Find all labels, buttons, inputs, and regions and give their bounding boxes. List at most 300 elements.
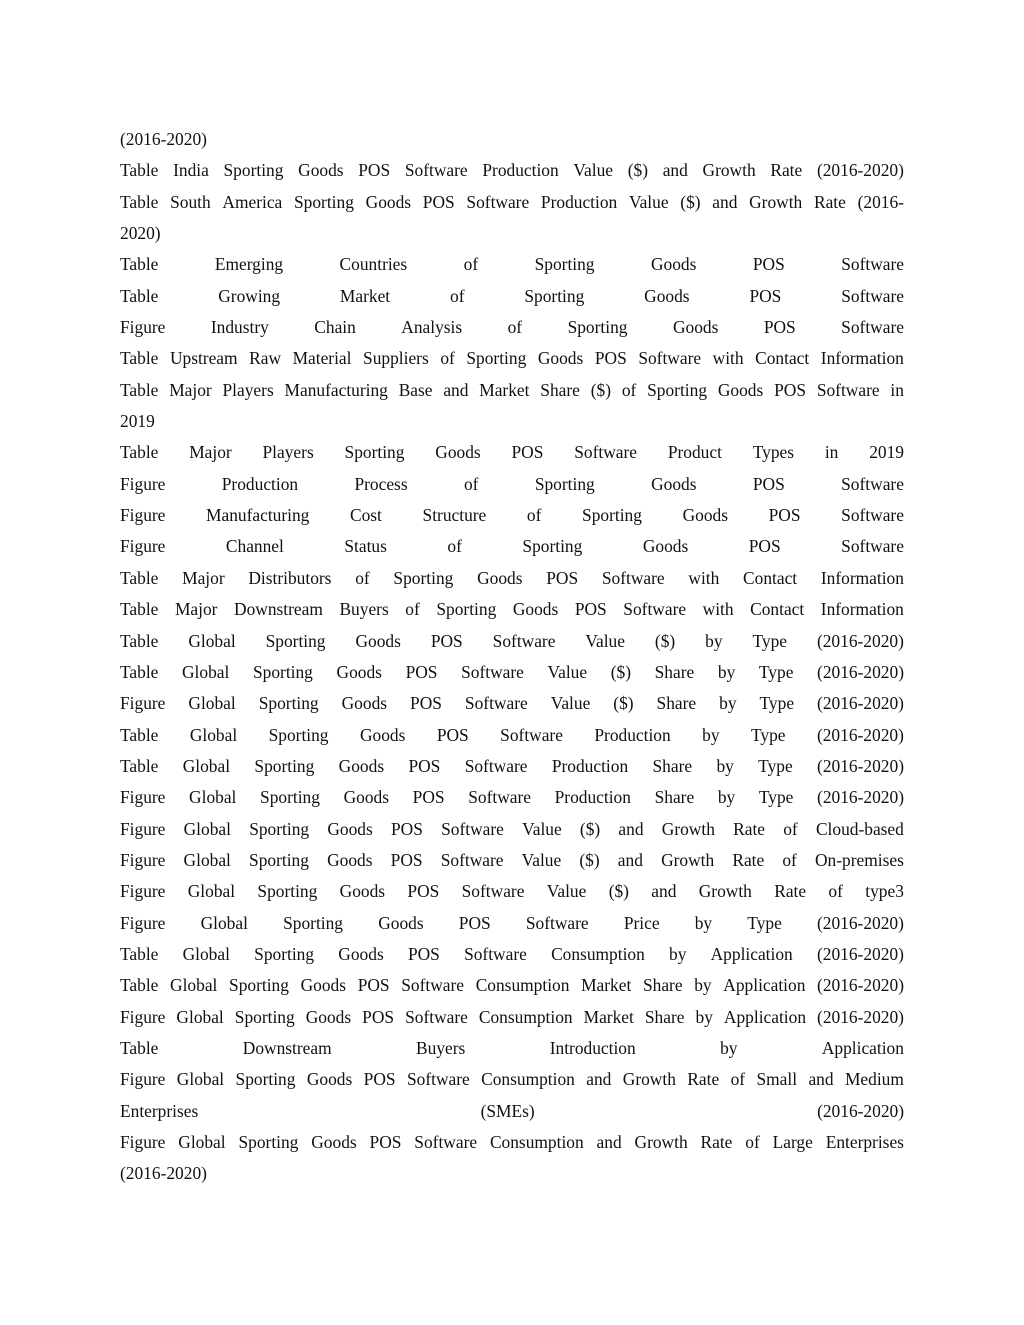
word: Sporting	[252, 661, 313, 682]
word: Software	[841, 505, 904, 526]
word: Sporting	[257, 881, 318, 902]
list-item	[120, 500, 904, 531]
list-item	[120, 626, 904, 657]
word: of	[450, 285, 465, 306]
list-item	[120, 1158, 904, 1189]
word: Goods	[512, 599, 559, 620]
word: Type	[759, 693, 795, 714]
word: (2016-2020)	[120, 129, 207, 149]
word: Sporting	[234, 1006, 295, 1027]
word: and	[712, 191, 738, 212]
word: of	[463, 254, 479, 275]
list-item	[120, 594, 904, 625]
list-item	[120, 375, 904, 406]
word: Software	[461, 661, 524, 682]
word: Table	[120, 567, 159, 588]
word: Global	[182, 755, 231, 776]
word: Goods	[359, 724, 406, 745]
word: Sporting	[258, 693, 319, 714]
list-item	[120, 657, 904, 688]
word: and	[618, 818, 644, 839]
word: Software	[440, 849, 504, 870]
list-item	[120, 1096, 904, 1127]
word: (2016-2020)	[120, 1163, 207, 1184]
word: of	[730, 1069, 746, 1090]
word: Sporting	[235, 1069, 296, 1090]
word: Sporting	[582, 505, 642, 526]
word: Software	[401, 975, 465, 996]
word: Sporting	[534, 254, 595, 275]
list-item	[120, 249, 904, 280]
word: Major	[169, 379, 212, 400]
word: Software	[492, 630, 556, 651]
word: Goods	[339, 881, 386, 902]
word: Growth	[634, 1132, 688, 1152]
word: Global	[176, 1069, 225, 1090]
word: Goods	[338, 755, 385, 776]
word: POS	[358, 160, 391, 181]
word: Share	[654, 661, 695, 682]
word: Figure	[120, 1006, 166, 1027]
word: Global	[188, 693, 236, 714]
list-item	[120, 124, 904, 155]
word: Figure	[120, 536, 166, 557]
word: Sporting	[524, 285, 585, 306]
word: Table	[120, 285, 159, 306]
word: Countries	[339, 254, 408, 275]
word: Major	[189, 442, 232, 463]
word: Software	[841, 536, 904, 557]
word: Software	[464, 755, 528, 776]
word: Contact	[750, 599, 805, 620]
word: (2016-2020)	[817, 1100, 904, 1121]
word: Sporting	[436, 599, 497, 620]
word: Growth	[661, 849, 715, 870]
word: Value	[522, 818, 562, 839]
word: ($)	[579, 849, 600, 870]
word: Global	[200, 912, 248, 933]
word: Global	[178, 1132, 226, 1152]
word: Value	[585, 630, 625, 651]
word: Rate	[687, 1069, 720, 1090]
word: 2020)	[120, 223, 161, 244]
list-item	[120, 845, 904, 876]
word: Software	[406, 1069, 470, 1090]
word: POS	[410, 693, 442, 714]
word: Market	[583, 1006, 634, 1027]
word: Goods	[537, 348, 584, 369]
word: POS	[407, 943, 440, 964]
word: Table	[120, 975, 159, 996]
word: Type	[747, 912, 782, 933]
word: Consumption	[481, 1069, 575, 1090]
word: and	[596, 1132, 622, 1152]
word: Growth	[749, 191, 803, 212]
word: ($)	[590, 379, 611, 400]
word: (2016-2020)	[816, 724, 904, 745]
word: Table	[120, 348, 159, 369]
word: Goods	[717, 379, 764, 400]
list-item	[120, 218, 904, 249]
word: (2016-2020)	[816, 160, 904, 181]
word: Share	[654, 787, 695, 808]
list-item	[120, 187, 904, 218]
word: Sporting	[522, 536, 583, 557]
word: Goods	[305, 1006, 352, 1027]
word: Software	[841, 254, 904, 275]
word: Sporting	[254, 755, 315, 776]
word: POS	[574, 599, 607, 620]
word: and	[586, 1069, 612, 1090]
word: Production	[554, 787, 631, 808]
word: Production	[482, 160, 559, 181]
word: ($)	[579, 818, 601, 839]
word: POS	[357, 975, 390, 996]
word: POS	[405, 661, 438, 682]
word: Growth	[661, 818, 715, 839]
word: Share	[642, 975, 683, 996]
word: Growth	[622, 1069, 676, 1090]
word: Goods	[378, 912, 424, 933]
word: Goods	[341, 693, 388, 714]
word: Figure	[120, 473, 166, 494]
word: Players	[222, 379, 274, 400]
word: Global	[176, 1006, 224, 1027]
word: Application	[723, 1006, 807, 1027]
word: Goods	[651, 473, 697, 494]
word: Software	[841, 317, 904, 338]
word: Production	[540, 191, 618, 212]
word: Global	[189, 787, 237, 808]
word: Goods	[311, 1132, 357, 1152]
word: Sporting	[344, 442, 405, 463]
word: Product	[667, 442, 722, 463]
word: India	[173, 160, 209, 181]
word: POS	[412, 787, 445, 808]
word: Consumption	[489, 1132, 584, 1152]
word: Market	[581, 975, 632, 996]
word: by	[694, 975, 712, 996]
word: Sporting	[238, 1132, 299, 1152]
list-item	[120, 688, 904, 719]
word: Goods	[306, 1069, 353, 1090]
word: Sporting	[294, 191, 354, 212]
word: POS	[362, 1006, 395, 1027]
word: and	[443, 379, 469, 400]
word: Small	[756, 1069, 798, 1090]
word: by	[716, 755, 734, 776]
word: Table	[120, 160, 159, 181]
word: Sporting	[249, 849, 309, 870]
word: Application	[710, 943, 793, 964]
word: Rate	[774, 881, 807, 902]
word: POS	[430, 630, 463, 651]
word: Base	[398, 379, 433, 400]
word: of	[355, 567, 370, 588]
word: Players	[262, 442, 314, 463]
word: Software	[441, 818, 504, 839]
word: of	[828, 881, 843, 902]
list-item	[120, 908, 904, 939]
word: Figure	[120, 818, 166, 839]
word: Software	[525, 912, 589, 933]
word: by	[669, 943, 687, 964]
word: POS	[407, 881, 440, 902]
word: Downstream	[242, 1037, 332, 1058]
word: Sporting	[229, 975, 289, 996]
list-item	[120, 155, 904, 186]
word: Buyers	[339, 599, 389, 620]
word: Software	[464, 943, 527, 964]
word: and	[808, 1069, 834, 1090]
word: of	[621, 379, 637, 400]
word: Software	[405, 1006, 468, 1027]
word: 2019	[120, 411, 155, 432]
word: Table	[120, 755, 159, 776]
word: POS	[458, 912, 491, 933]
word: Information	[820, 567, 904, 588]
word: Manufacturing	[206, 505, 310, 526]
word: Sporting	[567, 317, 628, 338]
word: Industry	[210, 317, 269, 338]
word: Table	[120, 599, 159, 620]
word: by	[720, 1037, 738, 1058]
word: Sporting	[254, 943, 315, 964]
word: Table	[120, 379, 159, 400]
word: Goods	[298, 160, 344, 181]
word: Table	[120, 442, 159, 463]
word: POS	[390, 818, 423, 839]
word: in	[824, 442, 839, 463]
word: Buyers	[416, 1037, 466, 1058]
word: Downstream	[234, 599, 323, 620]
word: Sporting	[283, 912, 344, 933]
list-item	[120, 782, 904, 813]
document-page	[120, 124, 904, 1190]
word: Software	[468, 787, 531, 808]
word: Sporting	[260, 787, 320, 808]
word: Price	[623, 912, 660, 933]
table-of-figures-list	[120, 124, 904, 1190]
word: Software	[816, 379, 880, 400]
word: Software	[500, 724, 563, 745]
word: ($)	[610, 661, 632, 682]
word: Goods	[644, 285, 690, 306]
word: ($)	[627, 160, 648, 181]
word: Enterprises	[825, 1132, 904, 1152]
word: Value	[521, 849, 562, 870]
word: Information	[820, 348, 904, 369]
word: Goods	[343, 787, 390, 808]
word: Global	[182, 661, 230, 682]
word: of	[463, 473, 479, 494]
word: Status	[344, 536, 387, 557]
word: 2019	[869, 442, 904, 463]
word: Application	[821, 1037, 904, 1058]
word: of	[440, 348, 455, 369]
list-item	[120, 1033, 904, 1064]
list-item	[120, 876, 904, 907]
word: ($)	[608, 881, 629, 902]
word: by	[717, 787, 736, 808]
word: Growing	[218, 285, 281, 306]
word: Table	[120, 1037, 159, 1058]
word: Contact	[755, 348, 810, 369]
word: Emerging	[214, 254, 284, 275]
word: Goods	[365, 191, 412, 212]
word: America	[222, 191, 283, 212]
word: Global	[182, 943, 230, 964]
word: ($)	[613, 693, 634, 714]
word: On-premises	[815, 849, 904, 870]
word: of	[745, 1132, 760, 1152]
word: Production	[221, 473, 299, 494]
word: Market	[339, 285, 391, 306]
word: ($)	[654, 630, 676, 651]
list-item	[120, 281, 904, 312]
word: (2016-2020)	[816, 630, 904, 651]
word: Figure	[120, 693, 166, 714]
word: Growth	[702, 160, 756, 181]
word: Software	[841, 473, 904, 494]
word: POS	[408, 755, 441, 776]
word: Software	[623, 599, 687, 620]
word: Rate	[733, 818, 765, 839]
word: POS	[752, 473, 785, 494]
word: Global	[183, 849, 231, 870]
word: Market	[479, 379, 530, 400]
list-item	[120, 814, 904, 845]
word: (2016-2020)	[816, 943, 904, 964]
word: Value	[628, 191, 669, 212]
list-item	[120, 469, 904, 500]
word: Goods	[327, 849, 373, 870]
word: Goods	[355, 630, 401, 651]
word: (SMEs)	[480, 1100, 535, 1121]
word: Software	[638, 348, 702, 369]
word: Value	[546, 881, 587, 902]
word: Distributors	[248, 567, 332, 588]
word: POS	[749, 285, 782, 306]
word: with	[688, 567, 720, 588]
word: Application	[723, 975, 806, 996]
word: by	[705, 630, 723, 651]
word: Figure	[120, 849, 166, 870]
word: South	[170, 191, 211, 212]
word: POS	[363, 1069, 396, 1090]
word: Type	[758, 661, 794, 682]
word: in	[890, 379, 904, 400]
word: and	[662, 160, 688, 181]
word: Goods	[682, 505, 728, 526]
word: Figure	[120, 912, 166, 933]
word: Software	[841, 285, 904, 306]
word: (2016-2020)	[816, 912, 904, 933]
word: Type	[758, 787, 794, 808]
word: Analysis	[401, 317, 463, 338]
list-item	[120, 563, 904, 594]
word: Major	[174, 599, 218, 620]
word: Software	[414, 1132, 478, 1152]
word: type3	[865, 881, 904, 902]
word: Share	[652, 755, 693, 776]
word: Sporting	[223, 160, 284, 181]
word: Goods	[672, 317, 719, 338]
word: Production	[594, 724, 671, 745]
word: Structure	[422, 505, 487, 526]
word: Table	[120, 254, 159, 275]
word: Figure	[120, 787, 166, 808]
word: Consumption	[475, 975, 570, 996]
word: Sporting	[466, 348, 527, 369]
word: Type	[750, 724, 786, 745]
list-item	[120, 406, 904, 437]
word: Table	[120, 943, 159, 964]
word: Goods	[642, 536, 689, 557]
word: of	[447, 536, 462, 557]
word: by	[719, 693, 737, 714]
word: Software	[466, 191, 530, 212]
word: of	[405, 599, 420, 620]
word: Figure	[120, 317, 166, 338]
word: Rate	[813, 191, 846, 212]
word: Manufacturing	[284, 379, 388, 400]
word: Types	[752, 442, 795, 463]
list-item	[120, 1002, 904, 1033]
word: (2016-2020)	[817, 755, 904, 776]
word: by	[694, 912, 713, 933]
word: POS	[546, 567, 579, 588]
word: POS	[390, 849, 423, 870]
word: POS	[436, 724, 469, 745]
word: Sporting	[268, 724, 329, 745]
list-item	[120, 312, 904, 343]
list-item	[120, 720, 904, 751]
word: Software	[574, 442, 637, 463]
word: Global	[183, 818, 231, 839]
word: Sporting	[393, 567, 454, 588]
word: Material	[292, 348, 352, 369]
word: Software	[461, 881, 525, 902]
word: Cost	[350, 505, 382, 526]
word: Sporting	[249, 818, 310, 839]
word: Global	[187, 881, 236, 902]
word: by	[717, 661, 736, 682]
list-item	[120, 1064, 904, 1095]
word: Consumption	[478, 1006, 573, 1027]
word: Channel	[225, 536, 284, 557]
word: Rate	[770, 160, 803, 181]
word: Type	[758, 755, 793, 776]
word: (2016-2020)	[817, 975, 904, 996]
word: Figure	[120, 881, 166, 902]
word: Figure	[120, 1069, 166, 1090]
word: Major	[182, 567, 225, 588]
word: Value	[550, 693, 591, 714]
word: Goods	[300, 975, 347, 996]
word: Table	[120, 191, 159, 212]
word: Value	[573, 160, 613, 181]
word: Sporting	[647, 379, 708, 400]
word: Goods	[338, 943, 384, 964]
word: Suppliers	[363, 348, 429, 369]
word: of	[782, 849, 797, 870]
word: Chain	[314, 317, 356, 338]
word: POS	[763, 317, 796, 338]
word: Rate	[732, 849, 765, 870]
list-item	[120, 1127, 904, 1158]
word: Enterprises	[120, 1100, 199, 1121]
